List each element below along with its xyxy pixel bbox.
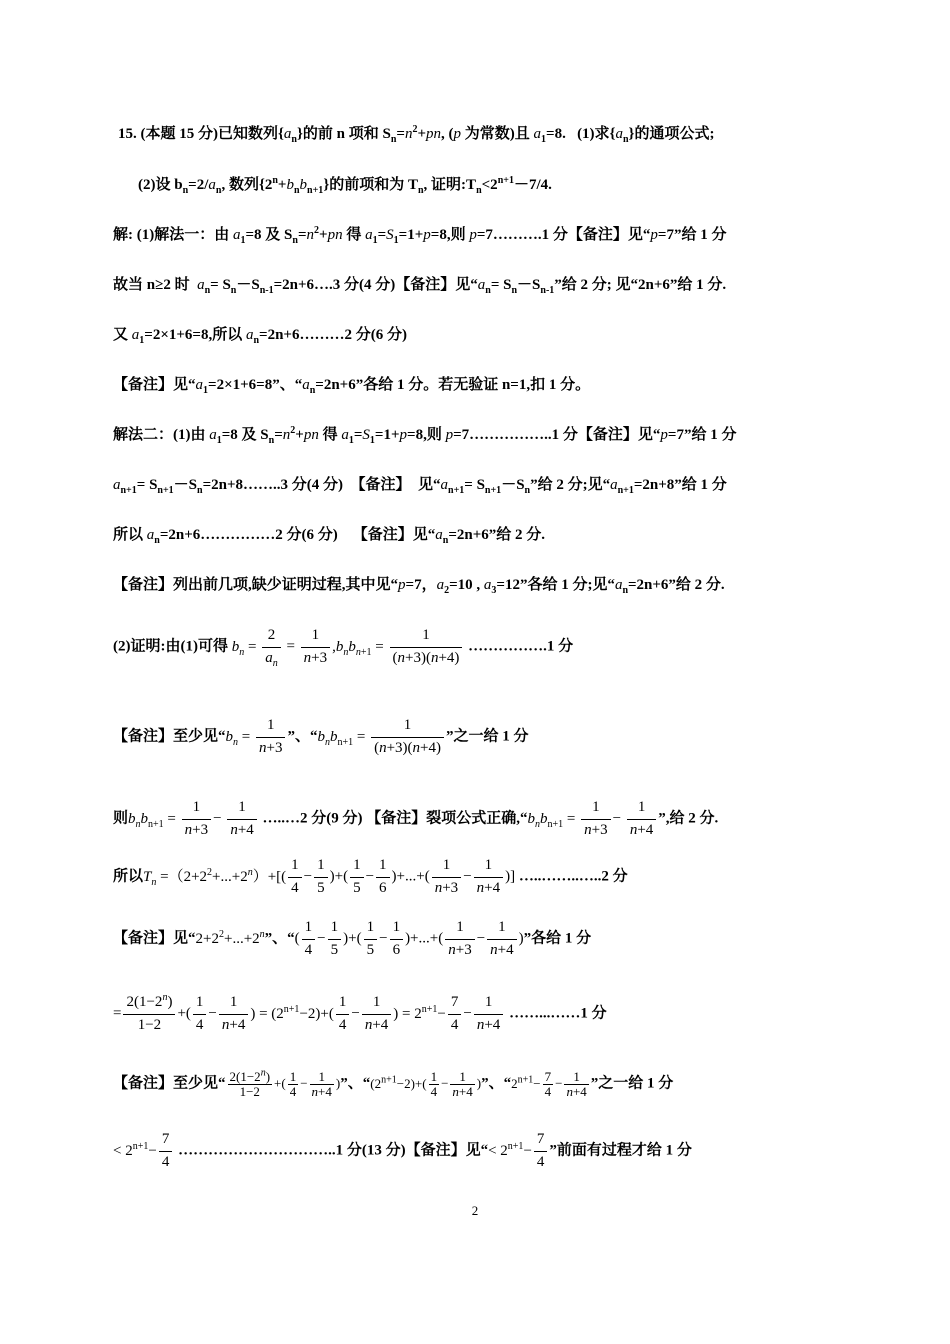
score-4: ……...……1 分 [509,1005,607,1022]
problem-line-2 [138,175,552,196]
part2-note-3: 【备注】见“$2+2^2+...+2^n$”、“( $\frac{1}{4}$ − $\frac{1}{5}$ )+( $\frac{1}{5}$ − $\frac{1}{6}$ )+...+( $\frac{1}{n+3}$ − $\frac{1}{n+4}$ )”各给 1 分 [113,919,592,958]
score-1: …………….1 分 [468,638,574,655]
note4-mid1: ”、“ [340,1075,371,1092]
score2-suffix: ”,给 2 分. [658,810,719,827]
so-label: 所以 [113,868,144,885]
problem-text-2: (2)设 $b_n=2/a_n$, 数列$\{2^n+b_nb_{n+1}\}$的前项和为 $T_n$, 证明$:T_n<2^{n+1}-7/4$. [138,175,552,196]
note4-suffix: ”之一给 1 分 [590,1075,674,1092]
part2-note-4: 【备注】至少见“ $\frac{2(1-2^n)}{1-2}$ +( $\frac{1}{4}$ − $\frac{1}{n+4}$ )”、“$(2^{n+1}-2)+$( $\frac{1}{4}$ − $\frac{1}{n+4}$ )”、“$2^{n+1}-$ $\frac{7}{4}$ − $\frac{1}{n+4}$ ”之一给 1 分 [113,1067,674,1099]
solution1-line-3: 又 $a_1=2\times 1+6=8$,所以 $a_n=2n+6\dots\dots\dots 2$ 分(6 分) [113,327,407,346]
part2-line-2: 则$b_nb_{n+1}$ = $\frac{1}{n+3}$ − $\frac{1}{n+4}$ …..…2 分(9 分) 【备注】裂项公式正确$,“b_nb_{n+1}$ = $\frac{1}{n+3}$ − $\frac{1}{n+4}$ ”,给 2 分. [113,799,719,838]
note4-mid2: ”、“ [481,1075,512,1092]
solution2-note: 【备注】列出前几项,缺少证明过程,其中见“p=7，$a_2=10$ , $a_3=12$”各给 1 分;见“$a_n=2n+6$”给 2 分. [113,577,725,596]
part2-line-3: 所以$T_n =(2+2^2+...+2^n)+$[( $\frac{1}{4}$ − $\frac{1}{5}$ )+( $\frac{1}{5}$ − $\frac{1}{6}$ )+...+( $\frac{1}{n+3}$ − $\frac{1}{n+4}$ )] …..……..…..2 分 [113,857,628,896]
part2-line-4: = $\frac{2(1-2^n)}{1-2}$ +( $\frac{1}{4}$ − $\frac{1}{n+4}$ ) = $(2^{n+1}-2)+$( $\frac{1}{4}$ − $\frac{1}{n+4}$ ) = $2^{n+1}-$ $\frac{7}{4}$ − $\frac{1}{n+4}$ ……...……1 分 [113,992,607,1033]
score-5: …………………………..1 分(13 分)【备注】见“ [178,1142,489,1159]
note1-suffix: ”之一给 1 分 [446,728,529,745]
prove-label: (2)证明:由(1)可得 [113,638,228,655]
part2-line-5: < $2^{n+1}-$ $\frac{7}{4}$ …………………………..1 分(13 分)【备注】见“< $2^{n+1}-$ $\frac{7}{4}$ ”前面有过程才给 1 分 [113,1131,692,1170]
note1-mid: ”、“ [287,728,318,745]
then-label: 则 [113,810,129,827]
problem-text-1: 15. (本题 15 分)已知数列$\{a_n\}$的前 n 项和 $S_n=n^2+pn$, (p 为常数)且 $a_1=8$. (1)求$\{a_n\}$的通项公式; [118,124,715,145]
score-2: …..…2 分(9 分) 【备注】裂项公式正确,“ [262,810,528,827]
note3-prefix: 【备注】见“ [113,930,196,947]
note4-prefix: 【备注】至少见“ [113,1075,226,1092]
solution1-note: 【备注】见“$a_1=2\times 1+6=8$”、“$a_n=2n+6$”各给 1 分。若无验证 n=1,扣 1 分。 [113,377,591,396]
solution2-line-1: 解法二：(1)由 $a_1=8$ 及 $S_n=n^2+pn$ 得 $a_1=S_1=1+p=8$,则 p=7……………..1 分【备注】见“p=7”给 1 分 [113,425,737,446]
score5-suffix: ”前面有过程才给 1 分 [549,1142,692,1159]
problem-line-1 [118,124,715,145]
solution1-line-2: 故当 n≥2 时 $a_n=$ $S_n-S_{n-1}=2n+6\dots.3$ 分(4 分)【备注】见“$a_n= S_n-S_{n-1}$”给 2 分; 见“2n+6”给 1 分. [113,277,727,296]
note3-suffix: ”各给 1 分 [523,930,592,947]
page-number: 2 [471,1203,479,1218]
note1-prefix: 【备注】至少见“ [113,728,226,745]
part2-note-1: 【备注】至少见“$b_n$ = $\frac{1}{n+3}$ ”、“$b_nb_{n+1}$ = $\frac{1}{(n+3)(n+4)}$ ”之一给 1 分 [113,717,529,756]
solution1-line-1: 解: (1)解法一：由 $a_1=8$ 及 $S_n=n^2+pn$ 得 $a_1=S_1=1+p=8$,则 p=7……….1 分【备注】见“p=7”给 1 分 [113,225,727,246]
solution2-line-3: 所以 $a_n=2n+6\dots\dots\dots\dots\dots 2$ 分(6 分) 【备注】见“$a_n=2n+6$”给 2 分. [113,527,546,546]
solution2-line-2: $a_{n+1}=$ $S_{n+1}-S_n=2n+8\dots\dots..3$ 分(4 分) 【备注】 见“$a_{n+1}= S_{n+1}-S_n$”给 2 分;见“$a_{n+1}=2n+8$”给 1 分 [113,477,727,496]
part2-line-1: (2)证明:由(1)可得 $b_n$ = $\frac{2}{a_n}$ = $\frac{1}{n+3}$ $,b_nb_{n+1}$ = $\frac{1}{(n+3)(n+4)}$ …………….1 分 [113,627,574,669]
note3-mid: ”、“ [264,930,295,947]
score-3: …..……..…..2 分 [518,868,628,885]
